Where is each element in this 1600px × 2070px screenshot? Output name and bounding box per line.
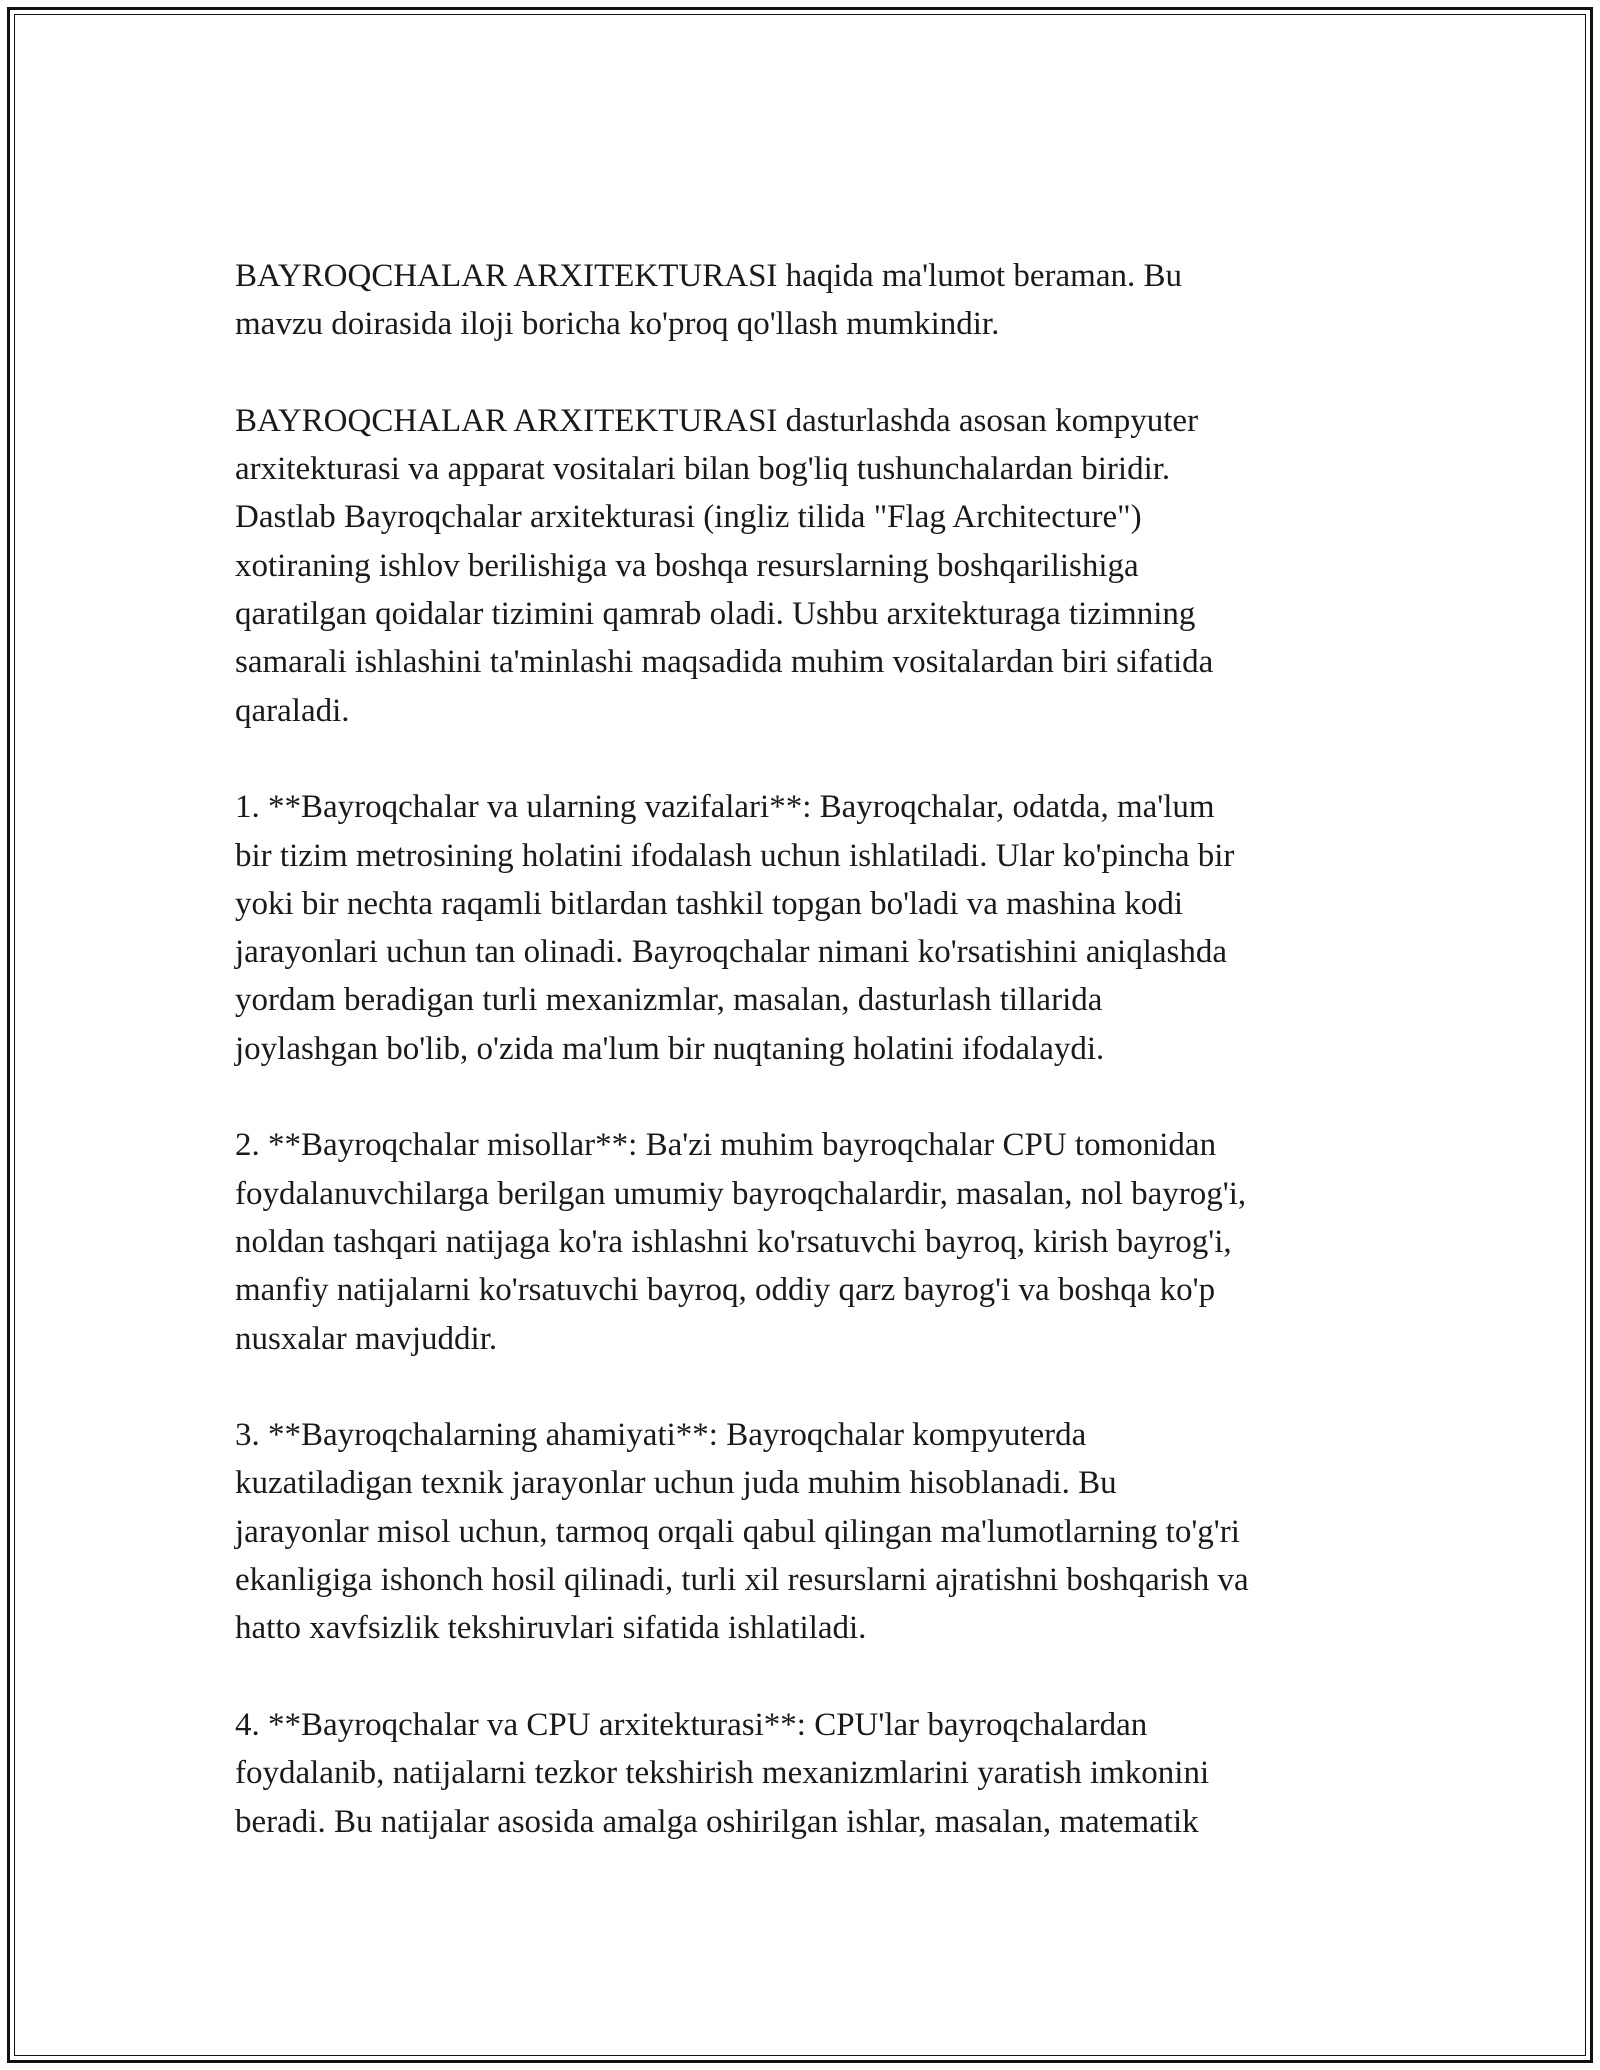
- section-3-paragraph: 3. **Bayroqchalarning ahamiyati**: Bayroqchalar kompyuterda kuzatiladigan texnik jarayonlar uchun juda muhim hisoblanadi. Bu jarayonlar misol uchun, tarmoq orqali qabul qilingan ma'lumotlarning to'g'ri ekanligiga ishonch hosil qilinadi, turli xil resurslarni ajratishni boshqarish va hatto xavfsizlik tekshiruvlari sifatida ishlatiladi.: [235, 1417, 1249, 1647]
- document-body: [235, 252, 1385, 1846]
- definition-paragraph: BAYROQCHALAR ARXITEKTURASI dasturlashda asosan kompyuter arxitekturasi va apparat vositalari bilan bog'liq tushunchalardan biridir. Dastlab Bayroqchalar arxitekturasi (ingliz tilida "Flag Architecture") xotiraning ishlov berilishiga va boshqa resurslarning boshqarilishiga qaratilgan qoidalar tizimini qamrab oladi. Ushbu arxitekturaga tizimning samarali ishlashini ta'minlashi maqsadida muhim vositalardan biri sifatida qaraladi.: [235, 402, 1214, 729]
- section-1-paragraph: 1. **Bayroqchalar va ularning vazifalari**: Bayroqchalar, odatda, ma'lum bir tizim metrosining holatini ifodalash uchun ishlatiladi. Ular ko'pincha bir yoki bir nechta raqamli bitlardan tashkil topgan bo'ladi va mashina kodi jarayonlari uchun tan olinadi. Bayroqchalar nimani ko'rsatishini aniqlashda yordam beradigan turli mexanizmlar, masalan, dasturlash tillarida joylashgan bo'lib, o'zida ma'lum bir nuqtaning holatini ifodalaydi.: [235, 789, 1235, 1067]
- section-2-paragraph: 2. **Bayroqchalar misollar**: Ba'zi muhim bayroqchalar CPU tomonidan foydalanuvchilarga berilgan umumiy bayroqchalardir, masalan, nol bayrog'i, noldan tashqari natijaga ko'ra ishlashni ko'rsatuvchi bayroq, kirish bayrog'i, manfiy natijalarni ko'rsatuvchi bayroq, oddiy qarz bayrog'i va boshqa ko'p nusxalar mavjuddir.: [235, 1127, 1247, 1357]
- section-4-paragraph: 4. **Bayroqchalar va CPU arxitekturasi**: CPU'lar bayroqchalardan foydalanib, natijalarni tezkor tekshirish mexanizmlarini yaratish imkonini beradi. Bu natijalar asosida amalga oshirilgan ishlar, masalan, matematik: [235, 1706, 1210, 1840]
- intro-paragraph: BAYROQCHALAR ARXITEKTURASI haqida ma'lumot beraman. Bu mavzu doirasida iloji boricha ko'proq qo'llash mumkindir.: [235, 258, 1182, 343]
